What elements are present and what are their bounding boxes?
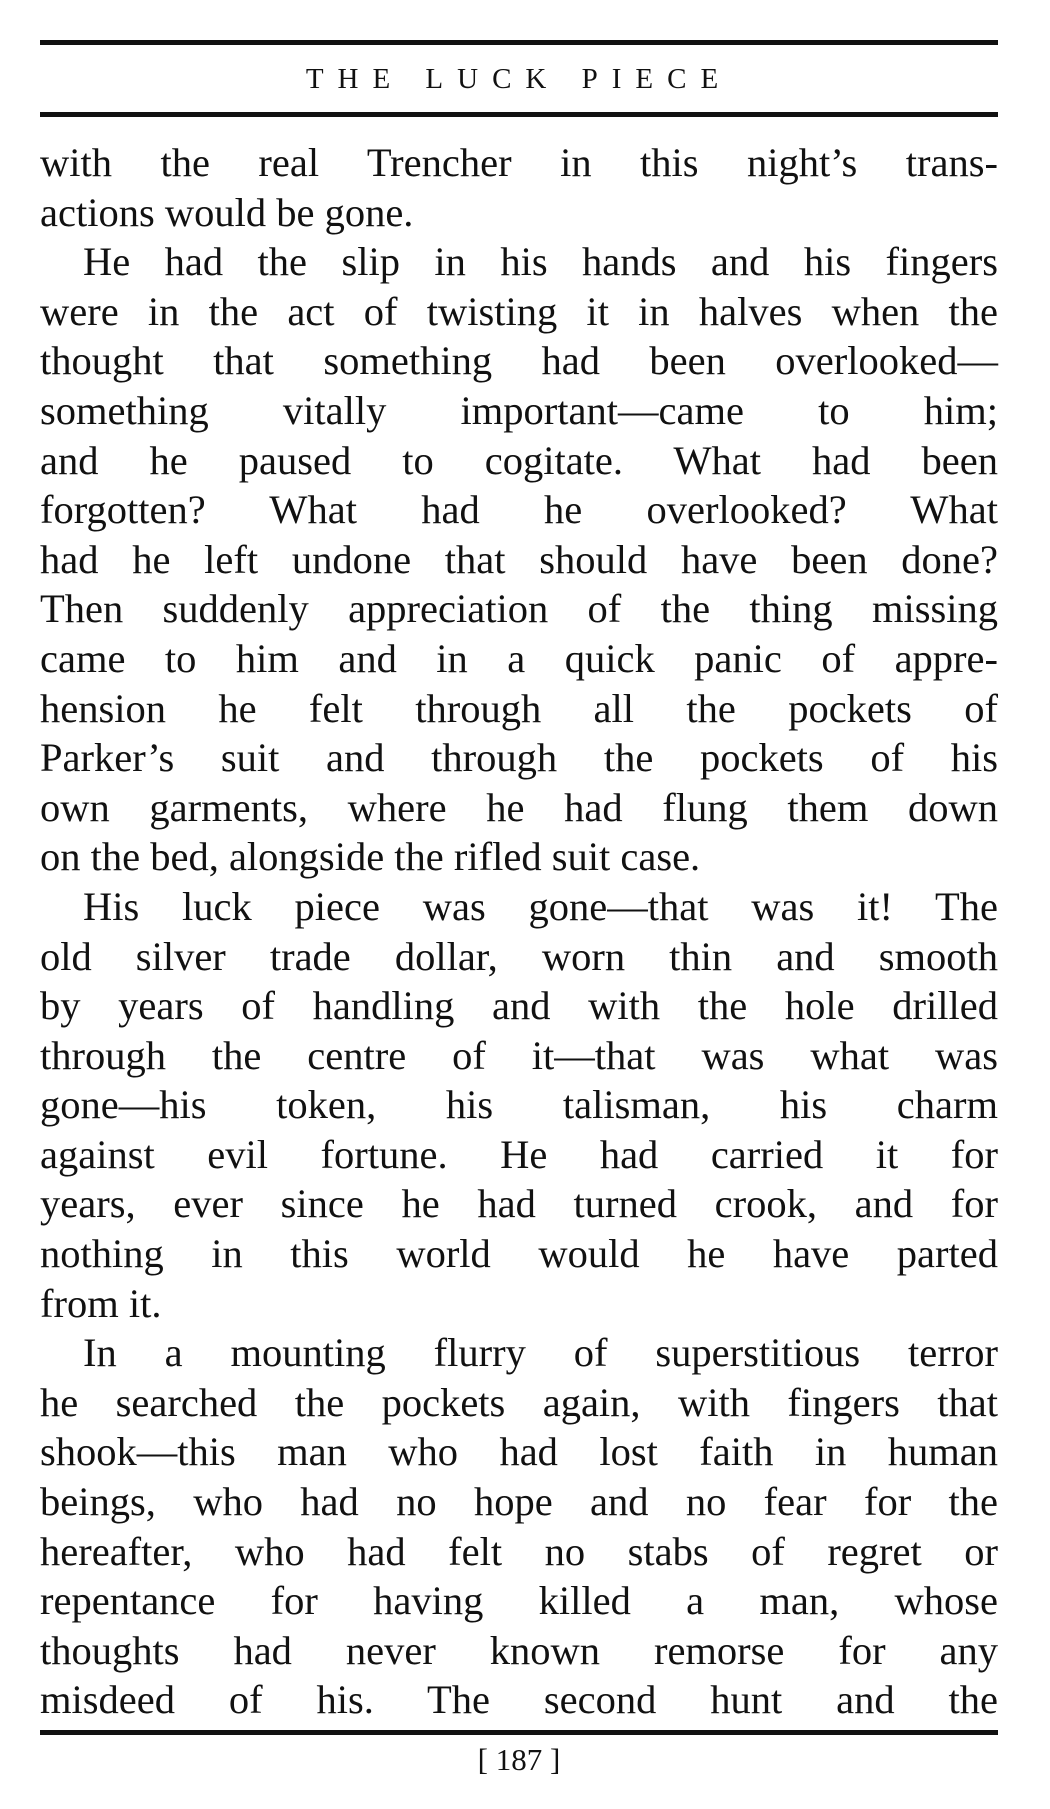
paragraph-line: he searched the pockets again, with fingers that [40, 1379, 998, 1425]
top-rule [40, 40, 998, 45]
paragraph-line: something vitally important—came to him; [40, 387, 998, 433]
book-page [40, 40, 998, 1780]
paragraph-line: had he left undone that should have been done? [40, 536, 998, 582]
paragraph-line: hereafter, who had felt no stabs of regret or [40, 1528, 998, 1574]
paragraph-line: came to him and in a quick panic of appre- [40, 635, 998, 681]
body-text [40, 138, 998, 1725]
paragraph-line: on the bed, alongside the rifled suit case. [40, 834, 701, 880]
running-head: THE LUCK PIECE [305, 63, 733, 95]
paragraph-line: misdeed of his. The second hunt and the [40, 1677, 998, 1723]
page-number: [ 187 ] [477, 1742, 561, 1777]
paragraph-line: were in the act of twisting it in halves when the [40, 288, 998, 334]
paragraph-line: shook—this man who had lost faith in human [40, 1429, 998, 1475]
paragraph-line: own garments, where he had flung them down [40, 784, 998, 830]
footer-rule [40, 1730, 998, 1735]
paragraph-line: old silver trade dollar, worn thin and smooth [40, 933, 998, 979]
paragraph-line: repentance for having killed a man, whose [40, 1578, 998, 1624]
paragraph-line: through the centre of it—that was what was [40, 1032, 998, 1078]
paragraph-line: and he paused to cogitate. What had been [40, 437, 998, 483]
paragraph-line: from it. [40, 1280, 162, 1326]
paragraph-line: He had the slip in his hands and his fingers [83, 239, 998, 285]
paragraph-line: with the real Trencher in this night’s trans- [40, 140, 998, 185]
paragraph-line: thoughts had never known remorse for any [40, 1627, 998, 1673]
paragraph-line: by years of handling and with the hole drilled [40, 983, 998, 1029]
paragraph-line: gone—his token, his talisman, his charm [40, 1082, 998, 1128]
paragraph-line: actions would be gone. [40, 189, 414, 235]
paragraph-line: thought that something had been overlooked— [40, 338, 998, 384]
paragraph-line: beings, who had no hope and no fear for the [40, 1479, 998, 1525]
header-rule [40, 112, 998, 117]
paragraph-line: years, ever since he had turned crook, and for [40, 1181, 998, 1227]
paragraph-line: nothing in this world would he have parted [40, 1231, 998, 1277]
paragraph-line: forgotten? What had he overlooked? What [40, 487, 998, 533]
paragraph-line: His luck piece was gone—that was it! The [83, 883, 998, 929]
paragraph-line: In a mounting flurry of superstitious terror [83, 1330, 998, 1376]
paragraph-line: hension he felt through all the pockets of [40, 685, 998, 731]
paragraph-line: Then suddenly appreciation of the thing missing [40, 586, 998, 632]
paragraph-line: against evil fortune. He had carried it for [40, 1131, 998, 1177]
paragraph-line: Parker’s suit and through the pockets of his [40, 735, 998, 781]
